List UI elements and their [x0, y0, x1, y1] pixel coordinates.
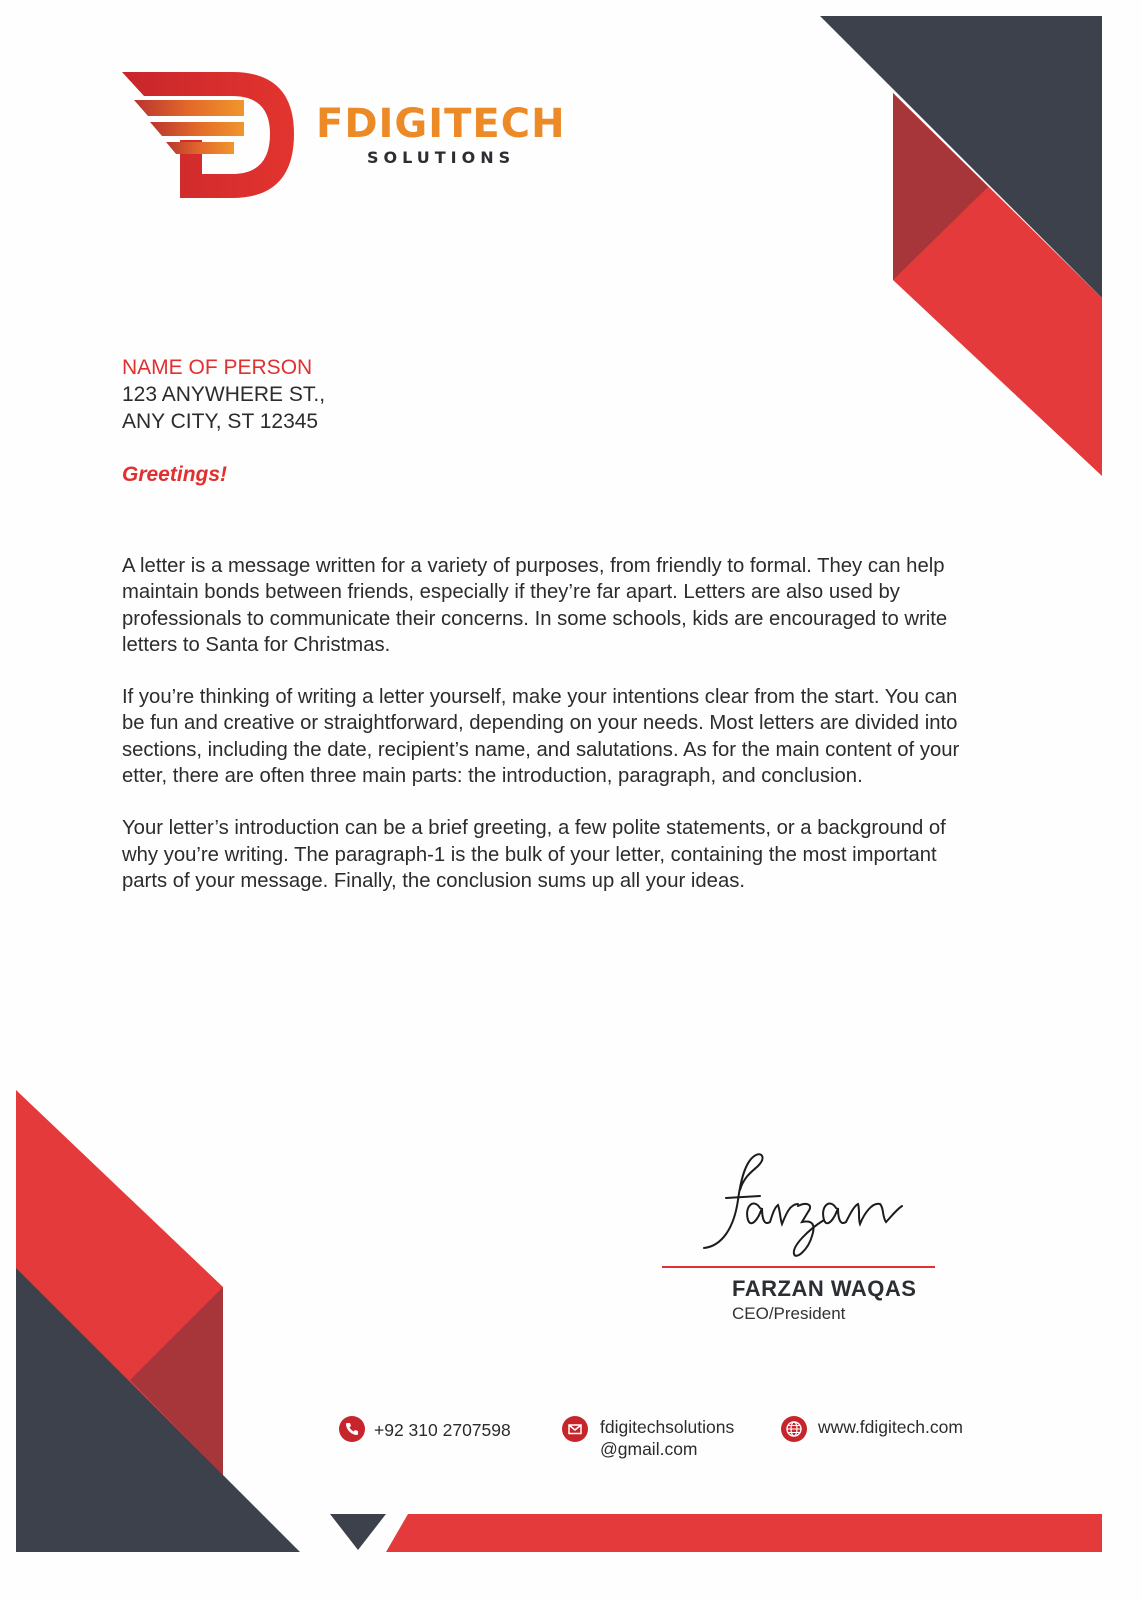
contact-phone: [339, 1416, 511, 1442]
brand-name: FDIGITECH: [316, 101, 566, 147]
recipient-address-line2: ANY CITY, ST 12345: [122, 410, 319, 433]
contact-email: [562, 1416, 734, 1460]
letter-body: [122, 553, 982, 920]
signer-title: CEO/President: [732, 1304, 846, 1323]
body-paragraph-3: Your letter’s introduction can be a brief greeting, a few polite statements, or a background of why you’re writing. The paragraph-1 is the bulk of your letter, containing the most important parts of your message. Finally, the conclusion sums up all your ideas.: [122, 817, 946, 892]
signature-line: [662, 1266, 935, 1268]
brand-tagline: SOLUTIONS: [367, 148, 516, 167]
recipient-block: [122, 354, 325, 435]
phone-icon: [339, 1416, 365, 1442]
body-paragraph-2: If you’re thinking of writing a letter yourself, make your intentions clear from the start. You can be fun and creative or straightforward, depending on your needs. Most letters are divided into sections, including the date, recipient’s name, and salutations. As for the main content of your etter, there are often three main parts: the introduction, paragraph, and conclusion.: [122, 686, 960, 788]
handwritten-signature: [700, 1150, 910, 1265]
greeting: Greetings!: [122, 463, 228, 486]
recipient-address-line1: 123 ANYWHERE ST.,: [122, 383, 326, 406]
email-line1: fdigitechsolutions: [600, 1417, 735, 1437]
email-line2: @gmail.com: [600, 1439, 698, 1459]
signer-name: FARZAN WAQAS: [732, 1276, 917, 1301]
globe-icon: [781, 1416, 807, 1442]
website-url: www.fdigitech.com: [818, 1417, 963, 1437]
email-address: [600, 1416, 734, 1460]
bottom-charcoal-notch: [330, 1514, 386, 1550]
contact-website: [781, 1416, 963, 1442]
recipient-name: NAME OF PERSON: [122, 356, 313, 379]
phone-number: +92 310 2707598: [374, 1420, 511, 1440]
body-paragraph-1: A letter is a message written for a variety of purposes, from friendly to formal. They can help maintain bonds between friends, especially if they’re far apart. Letters are also used by professionals to communicate their concerns. In some schools, kids are encouraged to write letters to Santa for Christmas.: [122, 555, 948, 656]
email-icon: [562, 1416, 588, 1442]
bottom-red-strip: [386, 1514, 1102, 1552]
